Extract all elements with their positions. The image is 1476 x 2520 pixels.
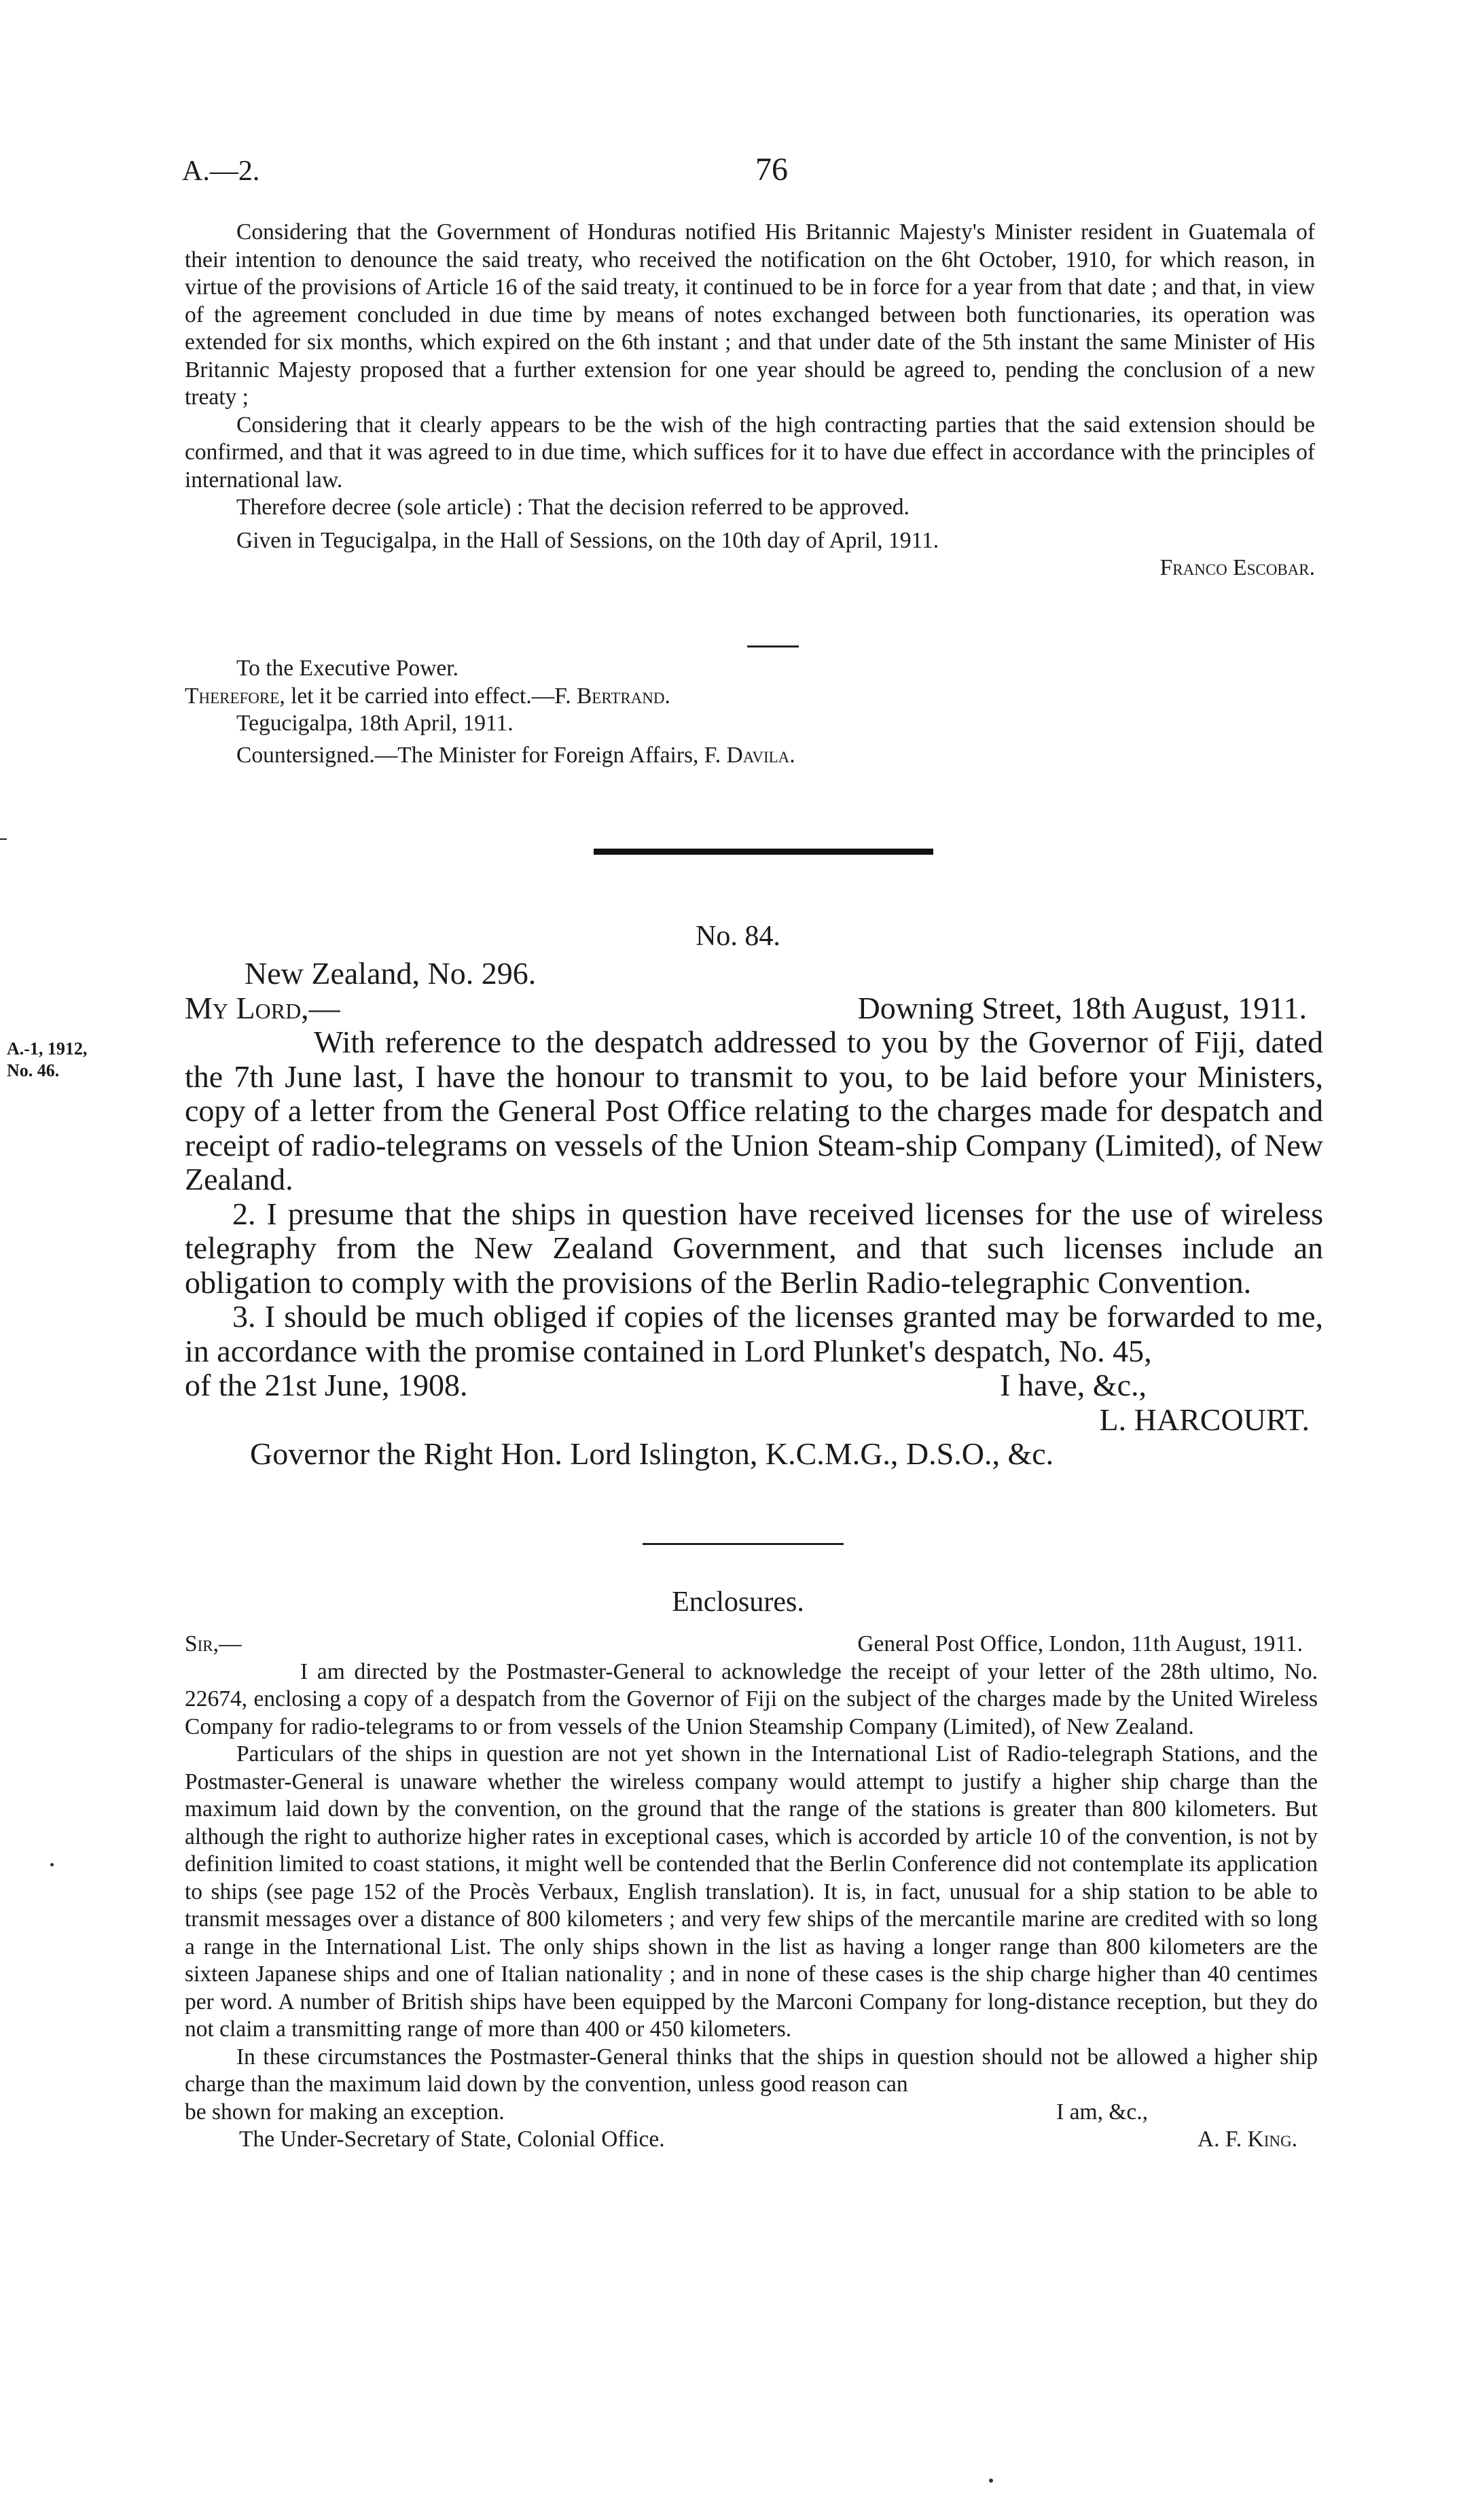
despatch-paragraph-3: 3. I should be much obliged if copies of the licenses granted may be forwarded to me, in accordance with the promise contained in Lord Plunket's despatch, No. 45, [185,1299,1323,1368]
despatch-closing-row [185,1368,1323,1403]
despatch-salutation-row [185,991,1323,1026]
margin-note [7,1038,87,1082]
divider-thick [594,849,933,855]
executive-line-3: Tegucigalpa, 18th April, 1911. [236,711,514,736]
decree-paragraph-3: Therefore decree (sole article) : That the decision referred to be approved. [236,495,910,520]
page-number: 76 [755,152,788,188]
executive-line-2 [185,683,1315,711]
executive-line-2-text: , let it be carried into effect.—F. [279,683,577,709]
despatch-number: No. 84. [696,921,780,952]
davila-signature: Davila. [726,742,795,768]
enclosure-block [185,1631,1318,2154]
enclosure-paragraph-3: In these circumstances the Postmaster-General thinks that the ships in question should not be allowed a higher ship charge than the maximum laid down by the convention, unless good reason can [185,2044,1318,2097]
despatch-paragraph-3-end: of the 21st June, 1908. [185,1368,468,1402]
decree-signature: Franco Escobar. [1159,555,1315,580]
enclosure-salutation-row [185,1631,1318,1658]
enclosure-paragraph-1: I am directed by the Postmaster-General to acknowledge the receipt of your letter of the 28th ultimo, No. 22674, enclosing a copy of a despatch from the Governor of Fiji on the subject of the charges made by the United Wireless Company for radio-telegrams to or from vessels of the Union Steamship Company (Limited), of New Zealand. [185,1658,1318,1739]
divider-short-1 [747,645,799,647]
despatch-salutation: My Lord,— [185,990,340,1025]
margin-tick [0,838,7,840]
despatch-addressee: Governor the Right Hon. Lord Islington, K.C.M.G., D.S.O., &c. [250,1436,1054,1471]
enclosure-paragraph-2: Particulars of the ships in question are not yet shown in the International List of Radio-telegraph Stations, and the Postmaster-General is unaware whether the wireless company would attempt to justify a higher ship charge than the maximum laid down by the convention, on the ground that the range of the stations is greater than 800 kilometers. But although the right to authorize higher rates in exceptional cases, which is accorded by article 10 of the convention, is not by definition limited to coast stations, it might well be contended that the Berlin Conference did not contemplate its application to ships (see page 152 of the Procès Verbaux, English translation). It is, in fact, unusual for a ship station to be able to transmit messages over a distance of 800 kilometers ; and very few ships of the mercantile marine are credited with so long a range in the International List. The only ships shown in the list as having a longer range than 800 kilometers are the sixteen Japanese ships and one of Italian nationality ; and in none of these cases is the ship charge higher than 40 centimes per word. A number of British ships have been equipped by the Marconi Company for long-distance reception, but they do not claim a transmitting range of more than 400 or 450 kilometers. [185,1741,1318,2042]
enclosure-paragraph-3-end: be shown for making an exception. [185,2099,505,2125]
executive-line-1: To the Executive Power. [236,656,458,681]
bertrand-signature: Bertrand. [576,683,670,709]
despatch-paragraph-2: 2. I presume that the ships in question have received licenses for the use of wireless telegraphy from the New Zealand Government, and that such licenses include an obligation to comply with the provisions of the Berlin Radio-telegraphic Convention. [185,1196,1323,1300]
enclosure-signature: A. F. King. [1197,2127,1297,2152]
divider-medium [643,1543,844,1545]
enclosure-place-date: General Post Office, London, 11th August, 1911. [857,1631,1303,1656]
decree-paragraph-4: Given in Tegucigalpa, in the Hall of Sessions, on the 10th day of April, 1911. [236,527,939,553]
executive-line-4 [185,742,1315,770]
page-id: A.—2. [182,156,260,187]
enclosure-closing-row [185,2099,1318,2127]
stray-dot [50,1863,54,1866]
stray-dot [989,2479,993,2483]
decree-paragraph-2: Considering that it clearly appears to be the wish of the high contracting parties that the said extension should be confirmed, and that it was agreed to in due time, which suffices for it to have due effect in accordance with the principles of international law. [185,412,1315,493]
enclosures-title: Enclosures. [672,1586,804,1618]
enclosure-salutation: Sir,— [185,1631,242,1656]
despatch-place-date: Downing Street, 18th August, 1911. [857,990,1307,1025]
enclosure-closing: I am, &c., [1056,2099,1148,2125]
margin-note-line-1: A.-1, 1912, [7,1039,88,1059]
margin-note-line-2: No. 46. [7,1061,60,1080]
despatch-paragraph-1: With reference to the despatch addressed to you by the Governor of Fiji, dated the 7th June last, I have the honour to transmit to you, to be laid before your Ministers, copy of a letter from the General Post Office relating to the charges made for despatch and receipt of radio-telegrams on vessels of the Union Steam-ship Company (Limited), of New Zealand. [185,1025,1323,1196]
therefore-word: Therefore [185,683,280,709]
despatch-block [185,957,1323,1472]
countersigned-text: Countersigned.—The Minister for Foreign Affairs, F. [236,742,727,768]
decree-text [185,219,1315,582]
despatch-signature: L. HARCOURT. [1099,1402,1310,1437]
despatch-closing: I have, &c., [1000,1368,1147,1402]
despatch-ref: New Zealand, No. 296. [245,956,537,991]
enclosure-signature-row [185,2126,1318,2154]
decree-paragraph-1: Considering that the Government of Honduras notified His Britannic Majesty's Minister resident in Guatemala of their intention to denounce the said treaty, who received the notification on the 6ht October, 1910, for which reason, in virtue of the provisions of Article 16 of the said treaty, it continued to be in force for a year from that date ; and that, in view of the agreement concluded in due time by means of notes exchanged between both functionaries, its operation was extended for six months, which expired on the 6th instant ; and that under date of the 5th instant the same Minister of His Britannic Majesty proposed that a further extension for one year should be agreed to, pending the conclusion of a new treaty ; [185,219,1315,410]
enclosure-addressee: The Under-Secretary of State, Colonial Office. [239,2127,665,2152]
executive-block [185,655,1315,769]
